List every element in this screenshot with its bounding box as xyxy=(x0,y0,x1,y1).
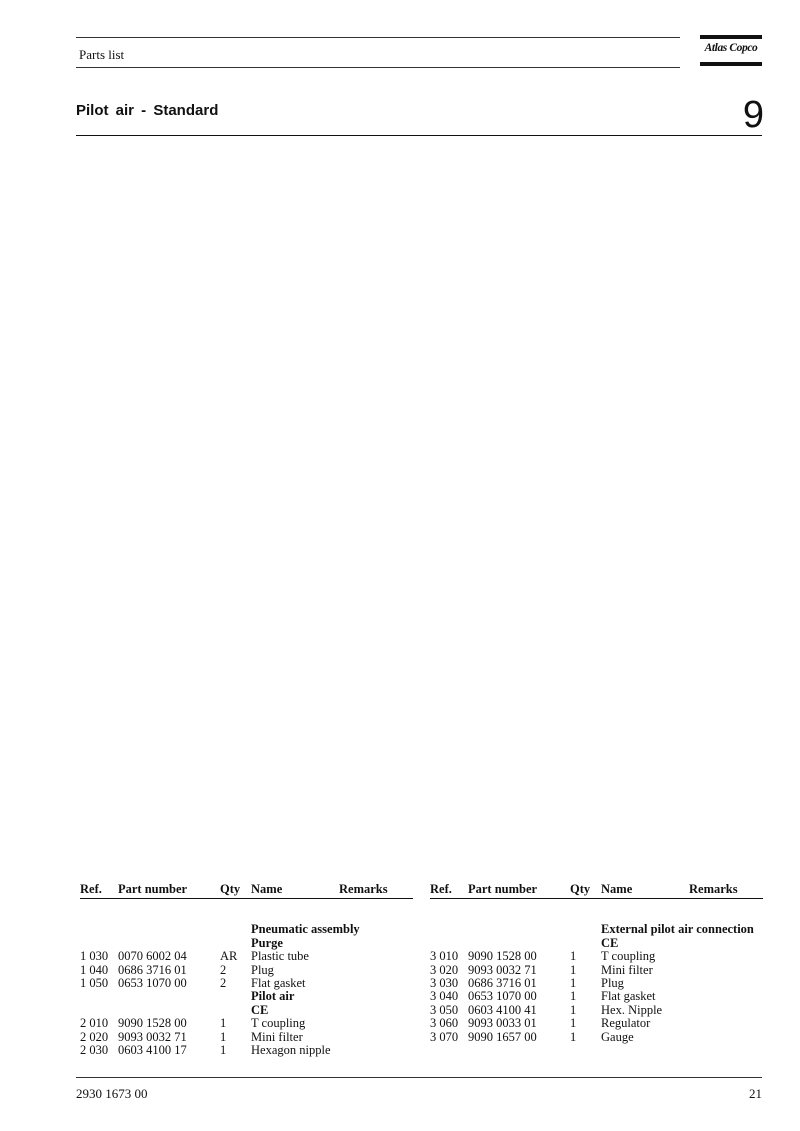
header-qty: Qty xyxy=(220,882,241,896)
table-header xyxy=(80,882,414,897)
cell-name: Gauge xyxy=(601,1029,634,1044)
logo-text: Atlas Copco xyxy=(704,42,758,54)
cell-ref: 3 020 xyxy=(430,962,459,977)
cell-part-number: 9090 1528 00 xyxy=(468,949,537,964)
header-name: Name xyxy=(251,882,283,896)
parts-table-left xyxy=(80,882,414,1057)
cell-ref: 3 040 xyxy=(430,989,459,1004)
cell-qty: 1 xyxy=(570,949,577,964)
cell-name: Flat gasket xyxy=(601,989,656,1004)
cell-ref: 3 010 xyxy=(430,949,459,964)
cell-part-number: 9093 0032 71 xyxy=(118,1029,187,1044)
cell-qty: 1 xyxy=(220,1016,227,1031)
cell-name: CE xyxy=(251,1002,269,1017)
cell-part-number: 9090 1528 00 xyxy=(118,1016,187,1031)
cell-ref: 1 050 xyxy=(80,975,109,990)
table-header-rule xyxy=(430,898,763,899)
cell-ref: 3 030 xyxy=(430,975,459,990)
cell-qty: 1 xyxy=(570,1016,577,1031)
cell-qty: 1 xyxy=(570,962,577,977)
header-remarks: Remarks xyxy=(339,882,388,896)
title-rule xyxy=(76,135,762,136)
table-header-rule xyxy=(80,898,413,899)
cell-name: Flat gasket xyxy=(251,975,306,990)
header-label: Parts list xyxy=(79,47,125,62)
header-ref: Ref. xyxy=(80,882,102,896)
cell-ref: 1 030 xyxy=(80,949,109,964)
cell-part-number: 0653 1070 00 xyxy=(118,975,187,990)
cell-name: Hex. Nipple xyxy=(601,1002,663,1017)
cell-ref: 2 020 xyxy=(80,1029,109,1044)
cell-part-number: 9090 1657 00 xyxy=(468,1029,537,1044)
cell-ref: 3 070 xyxy=(430,1029,459,1044)
cell-part-number: 0686 3716 01 xyxy=(118,962,187,977)
cell-name: Plug xyxy=(601,975,624,990)
cell-qty: 2 xyxy=(220,975,227,990)
header-ref: Ref. xyxy=(430,882,452,896)
cell-name: Purge xyxy=(251,935,283,950)
cell-name: Pneumatic assembly xyxy=(251,922,360,937)
page-number: 21 xyxy=(749,1086,762,1101)
cell-name: T coupling xyxy=(601,949,656,964)
cell-ref: 1 040 xyxy=(80,962,109,977)
cell-name: Regulator xyxy=(601,1016,651,1031)
logo-top-bar xyxy=(700,35,762,39)
cell-ref: 2 010 xyxy=(80,1016,109,1031)
atlas-copco-logo xyxy=(700,35,762,67)
cell-name: CE xyxy=(601,935,619,950)
logo-bottom-bar xyxy=(700,62,762,66)
cell-qty: 1 xyxy=(570,989,577,1004)
header-qty: Qty xyxy=(570,882,591,896)
cell-qty: 1 xyxy=(220,1029,227,1044)
cell-name: External pilot air connection xyxy=(601,922,754,937)
cell-qty: 1 xyxy=(570,1002,577,1017)
cell-qty: 1 xyxy=(570,1029,577,1044)
header-bottom-rule xyxy=(76,67,680,68)
header-name: Name xyxy=(601,882,633,896)
cell-part-number: 9093 0033 01 xyxy=(468,1016,537,1031)
header-part-number: Part number xyxy=(468,882,538,896)
cell-part-number: 0686 3716 01 xyxy=(468,975,537,990)
header-top-rule xyxy=(76,37,680,38)
cell-name: T coupling xyxy=(251,1016,306,1031)
cell-qty: 2 xyxy=(220,962,227,977)
cell-qty: 1 xyxy=(570,975,577,990)
cell-part-number: 0603 4100 17 xyxy=(118,1042,187,1057)
cell-part-number: 0070 6002 04 xyxy=(118,949,187,964)
section-title: Pilot air - Standard xyxy=(76,102,219,119)
cell-name: Plug xyxy=(251,962,274,977)
cell-part-number: 9093 0032 71 xyxy=(468,962,537,977)
header-remarks: Remarks xyxy=(689,882,738,896)
table-header xyxy=(430,882,764,897)
cell-name: Mini filter xyxy=(601,962,653,977)
cell-name: Mini filter xyxy=(251,1029,303,1044)
header-part-number: Part number xyxy=(118,882,188,896)
document-number: 2930 1673 00 xyxy=(76,1086,148,1101)
cell-part-number: 0653 1070 00 xyxy=(468,989,537,1004)
cell-name: Plastic tube xyxy=(251,949,309,964)
section-number: 9 xyxy=(742,94,764,136)
footer-rule xyxy=(76,1077,762,1078)
cell-part-number: 0603 4100 41 xyxy=(468,1002,537,1017)
cell-ref: 2 030 xyxy=(80,1042,109,1057)
cell-name: Hexagon nipple xyxy=(251,1042,331,1057)
cell-qty: 1 xyxy=(220,1042,227,1057)
parts-table-right xyxy=(430,882,764,1044)
cell-qty: AR xyxy=(220,949,238,964)
cell-name: Pilot air xyxy=(251,989,295,1004)
cell-ref: 3 060 xyxy=(430,1016,459,1031)
cell-ref: 3 050 xyxy=(430,1002,459,1017)
